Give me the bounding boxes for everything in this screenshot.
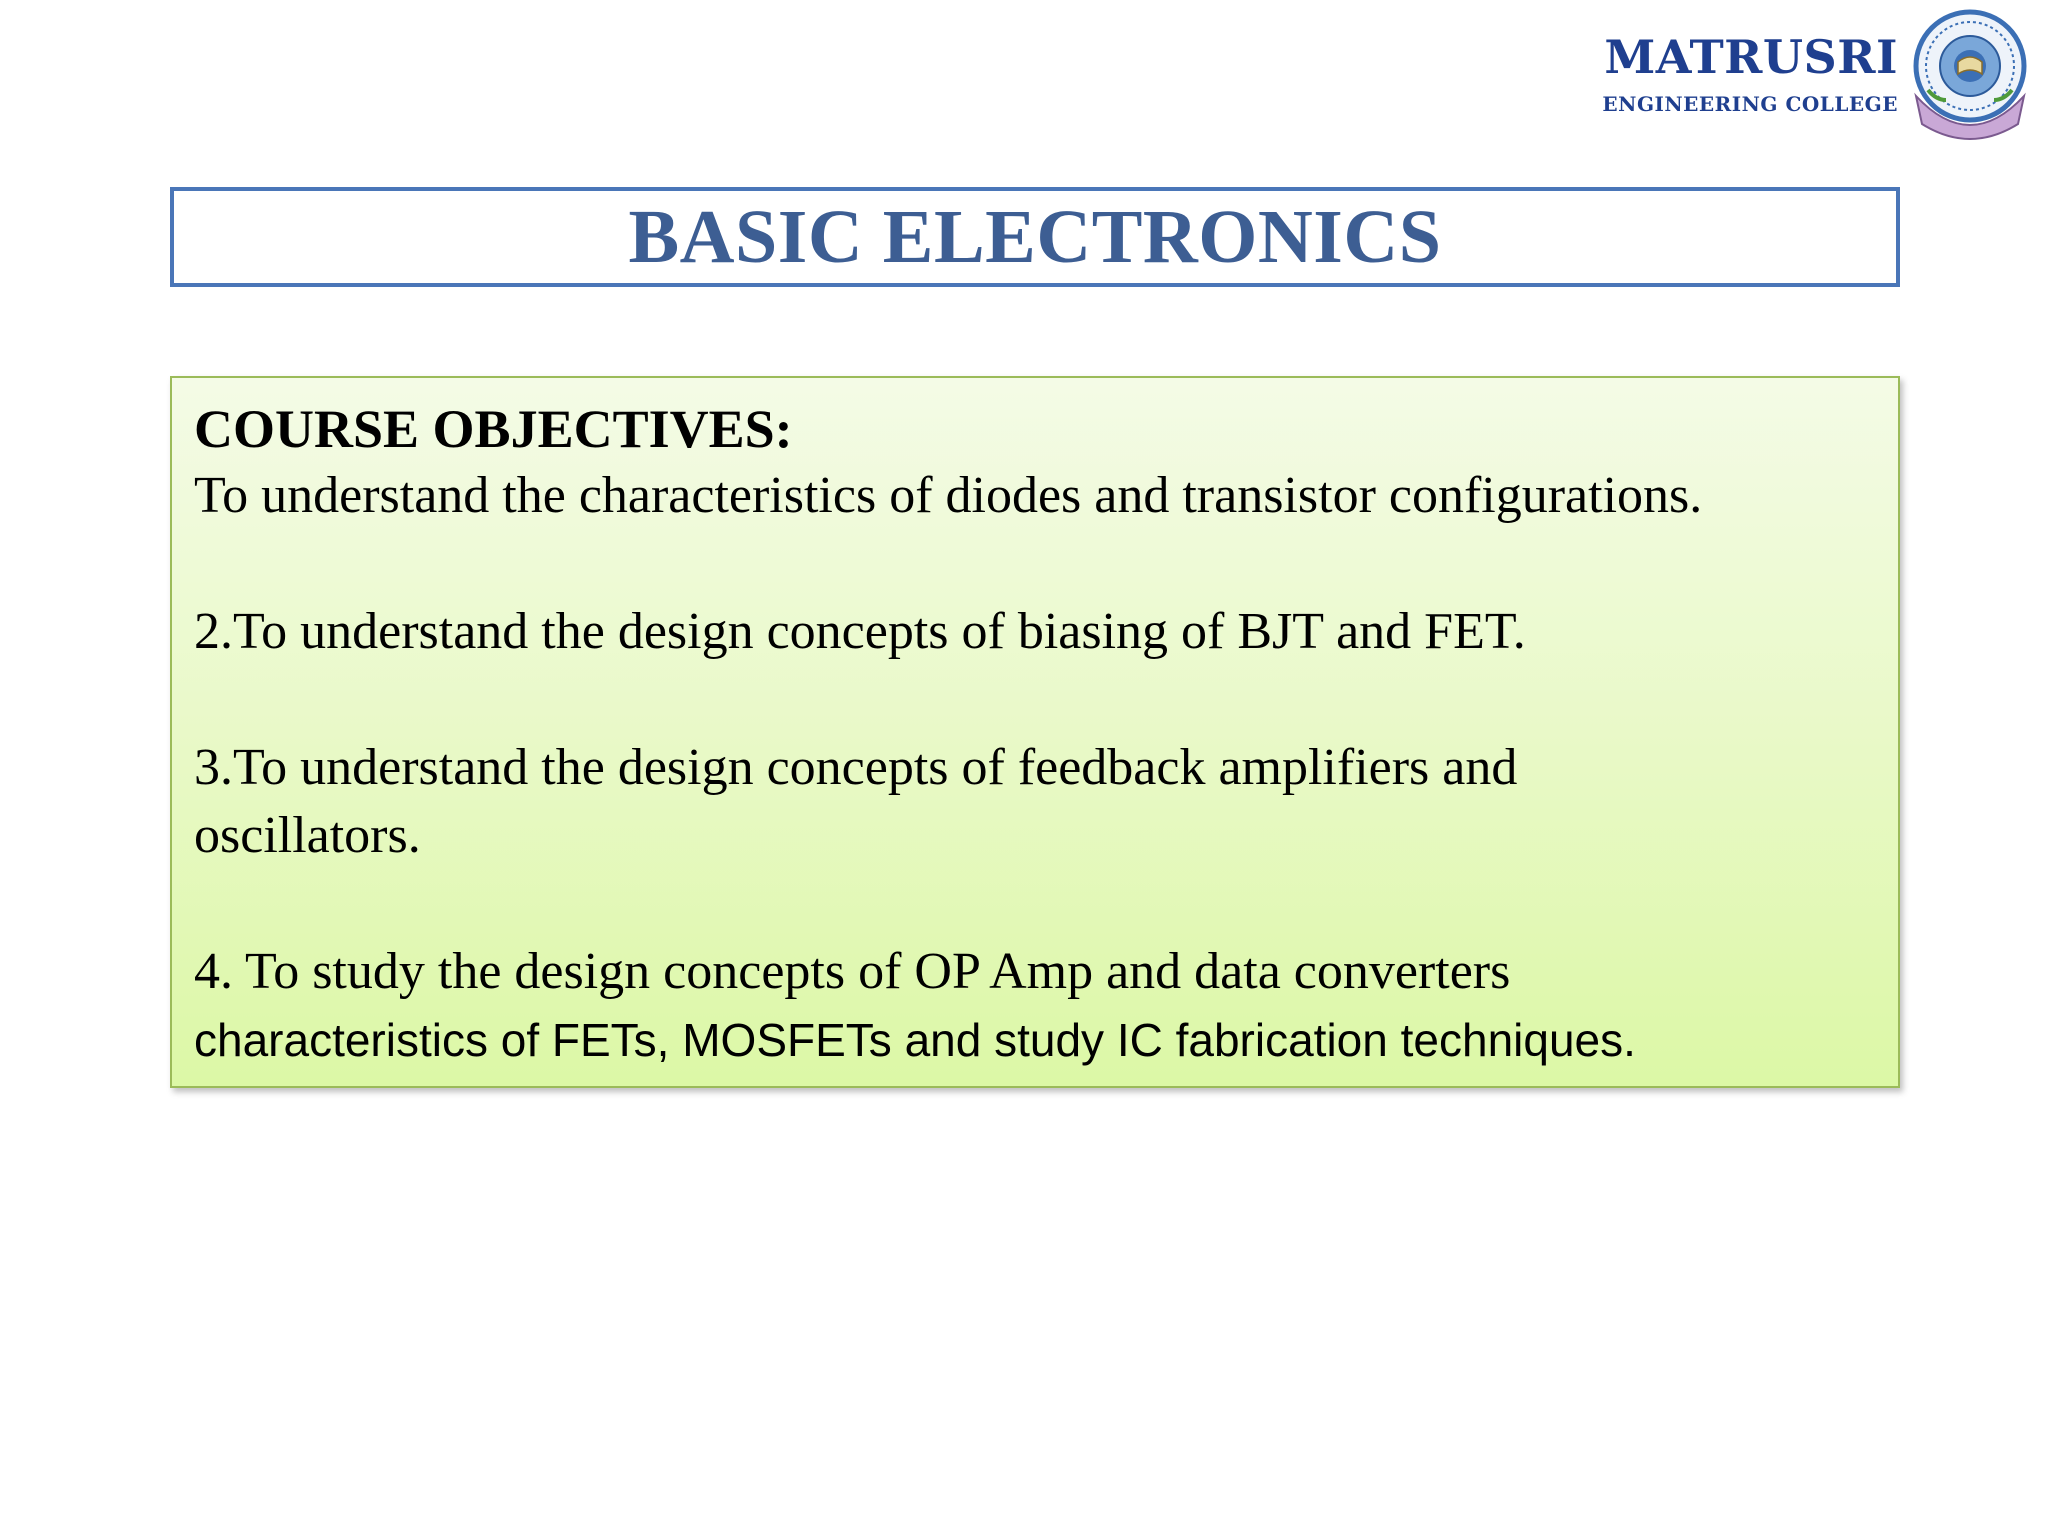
objective-spacer: [194, 530, 1878, 598]
college-name: MATRUSRI: [1604, 30, 1898, 84]
objective-spacer: [194, 870, 1878, 938]
title-box: [170, 187, 1900, 287]
objective-3-line-1: 3.To understand the design concepts of feedback amplifiers and: [194, 739, 1518, 796]
objective-1-line-1: To understand the characteristics of diodes and transistor configurations.: [194, 467, 1703, 524]
objective-spacer: [194, 666, 1878, 734]
objective-2-line-1: 2.To understand the design concepts of biasing of BJT and FET.: [194, 603, 1526, 660]
objective-4-line-1: 4. To study the design concepts of OP Amp and data converters: [194, 943, 1511, 1000]
objective-4-line-2: characteristics of FETs, MOSFETs and study IC fabrication techniques.: [194, 1014, 1636, 1066]
college-seal-icon: [1906, 4, 2034, 144]
slide-title: BASIC ELECTRONICS: [628, 195, 1442, 279]
college-logo: [1588, 0, 2048, 150]
objectives-heading: COURSE OBJECTIVES:: [194, 399, 793, 459]
course-objectives-box: [170, 376, 1900, 1088]
college-subtitle: ENGINEERING COLLEGE: [1602, 92, 1898, 116]
objective-3-line-2: oscillators.: [194, 807, 421, 864]
